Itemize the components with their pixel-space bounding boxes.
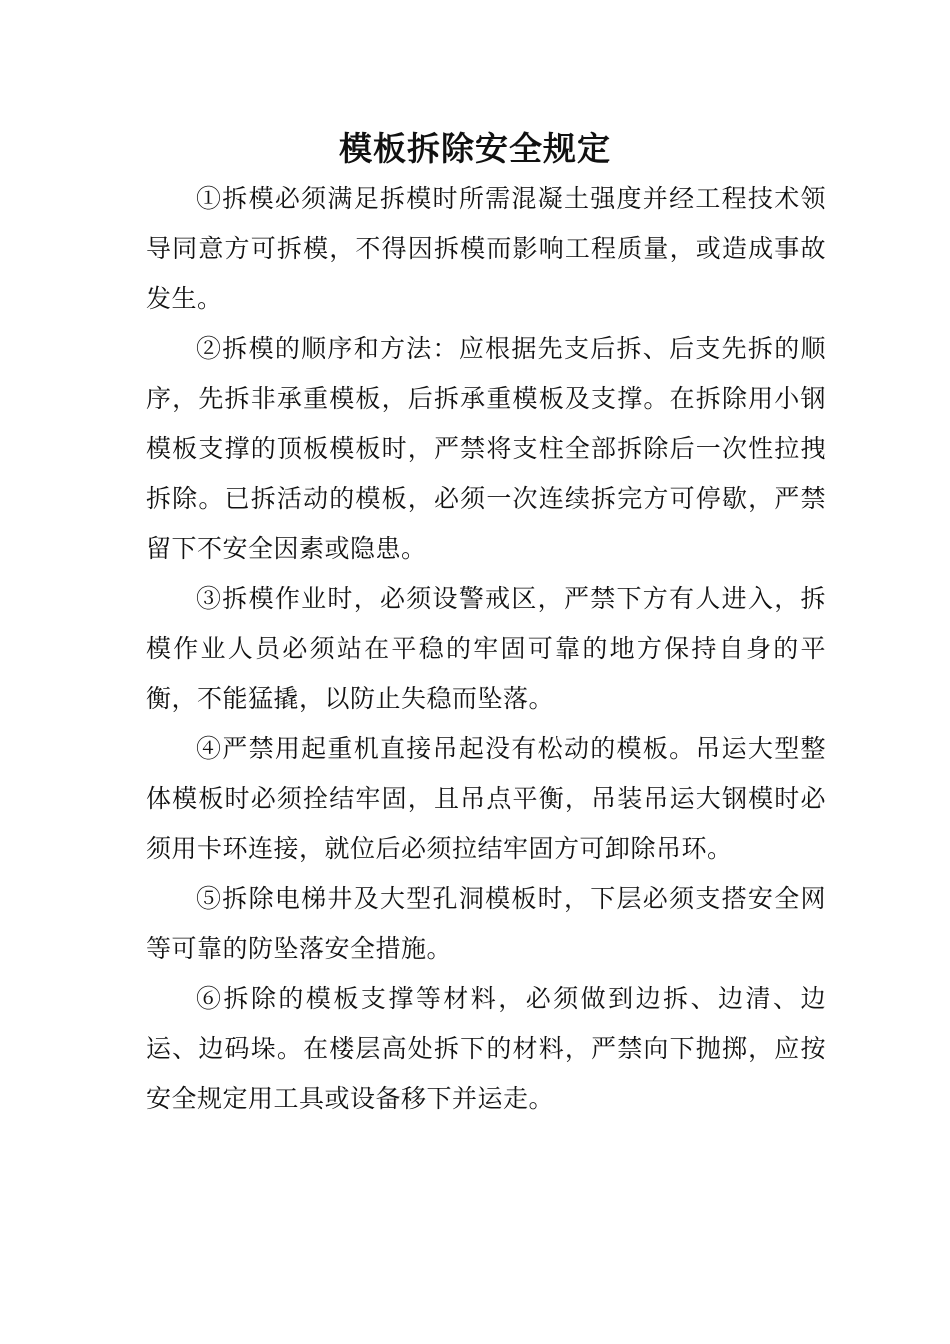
document-body	[146, 174, 826, 1124]
paragraph-1: ①拆模必须满足拆模时所需混凝土强度并经工程技术领导同意方可拆模，不得因拆模而影响工程质量，或造成事故发生。	[146, 184, 826, 313]
paragraph-5: ⑤拆除电梯井及大型孔洞模板时，下层必须支搭安全网等可靠的防坠落安全措施。	[146, 884, 826, 963]
paragraph-6: ⑥拆除的模板支撑等材料，必须做到边拆、边清、边运、边码垛。在楼层高处拆下的材料，严禁向下抛掷，应按安全规定用工具或设备移下并运走。	[146, 984, 826, 1113]
document-title: 模板拆除安全规定	[339, 129, 611, 168]
paragraph-2: ②拆模的顺序和方法：应根据先支后拆、后支先拆的顺序，先拆非承重模板，后拆承重模板及支撑。在拆除用小钢模板支撑的顶板模板时，严禁将支柱全部拆除后一次性拉拽拆除。已拆活动的模板，必须一次连续拆完方可停歇，严禁留下不安全因素或隐患。	[146, 334, 826, 563]
paragraph-4: ④严禁用起重机直接吊起没有松动的模板。吊运大型整体模板时必须拴结牢固，且吊点平衡，吊装吊运大钢模时必须用卡环连接，就位后必须拉结牢固方可卸除吊环。	[146, 734, 826, 863]
paragraph-3: ③拆模作业时，必须设警戒区，严禁下方有人进入，拆模作业人员必须站在平稳的牢固可靠的地方保持自身的平衡，不能猛撬，以防止失稳而坠落。	[146, 584, 826, 713]
